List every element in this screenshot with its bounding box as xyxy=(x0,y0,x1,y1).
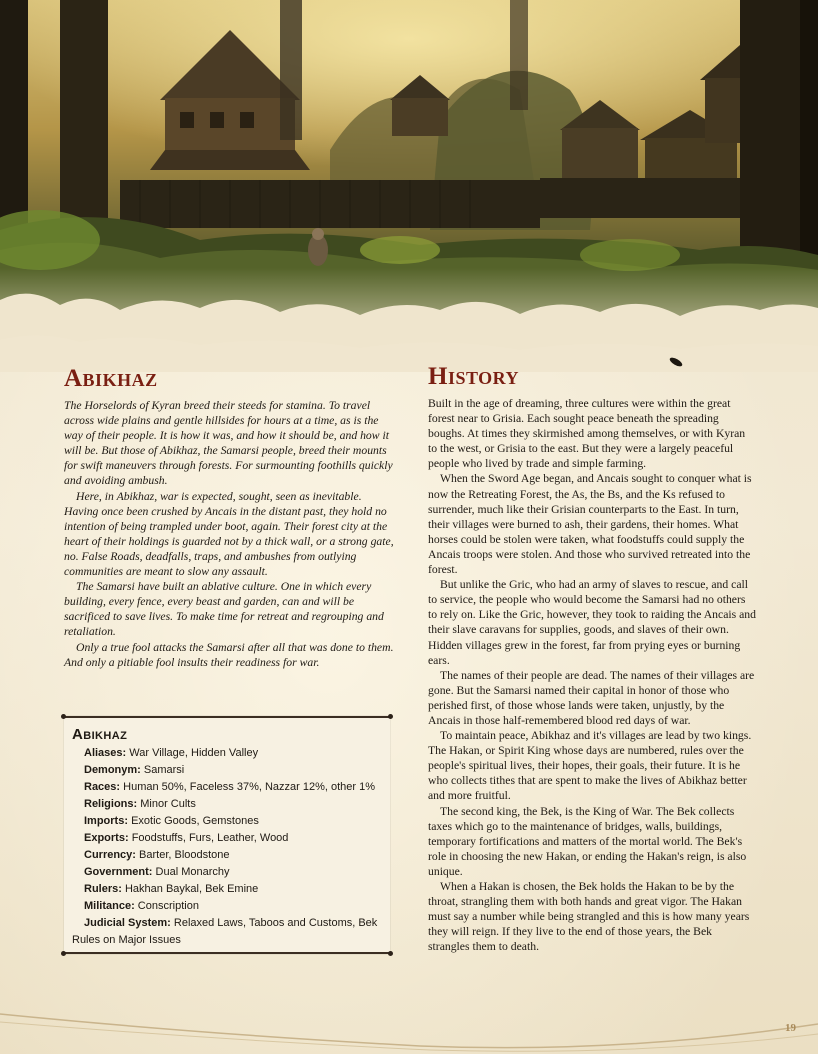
stat-row-religions: Religions: Minor Cults xyxy=(84,798,196,810)
history-paragraph: The second king, the Bek, is the King of War. The Bek collects taxes which go to the maintenance of bridges, walls, buildings, temporary fortifications and matters of the mortal world. The Bek's role in choosing the new Hakan, or ending the Hakan's reign, is also unique. xyxy=(428,804,747,878)
stat-row-currency: Currency: Barter, Bloodstone xyxy=(84,849,230,861)
corner-ornament xyxy=(388,951,393,956)
stat-row-aliases: Aliases: War Village, Hidden Valley xyxy=(84,747,259,759)
history-paragraph: When the Sword Age began, and Ancais sought to conquer what is now the Retreating Forest, the As, the Bs, and the Ks refused to surrender, much like their Grisian counterparts to the East. In turn, their villages were burned to ash, their gardens, their homes. What horses could be stolen were taken, what foodstuffs could supply the Ancais troops were stolen. And those who survived retreated into the forest. xyxy=(428,472,752,577)
sidebar-title: Abikhaz xyxy=(72,726,128,743)
corner-ornament xyxy=(61,714,66,719)
stat-row-races: Races: Human 50%, Faceless 37%, Nazzar 12%, other 1% xyxy=(84,781,376,793)
history-paragraph: The names of their people are dead. The names of their villages are gone. But the Samarsi named their capital in honor of those who perished first, of those whose lands were taken, unjustly, by the Ancais in those half-remembered blood red days of war. xyxy=(428,668,755,727)
left-paragraph: The Samarsi have built an ablative culture. One in which every building, every fence, every beast and garden, can and will be sacrificed to save lives. To make time for retreat and regrouping and retaliation. xyxy=(64,580,384,639)
corner-ornament xyxy=(61,951,66,956)
stat-row-judicial-system: Judicial System: Relaxed Laws, Taboos and Customs, Bek Rules on Major Issues xyxy=(72,917,378,946)
stat-row-militance: Militance: Conscription xyxy=(84,900,199,912)
corner-ornament xyxy=(388,714,393,719)
left-paragraph: Only a true fool attacks the Samarsi after all that was done to them. And only a pitiable fool insults their readiness for war. xyxy=(64,640,394,669)
history-paragraph: When a Hakan is chosen, the Bek holds the Hakan to be by the throat, strangling them with both hands and great vigor. The Hakan must say a number while being strangled and this is how many years they will reign. If they live to the end of those years, the Bek strangles them to death. xyxy=(428,880,750,954)
stat-row-imports: Imports: Exotic Goods, Gemstones xyxy=(84,815,259,827)
history-paragraph: Built in the age of dreaming, three cultures were within the great forest near to Grisia. Each sought peace beneath the spreading boughs. At times they skirmished among themselves, or with Kyran to the west, or Grisia to the east. But they were a largely peaceful people who lived by trade and simple farming. xyxy=(428,397,746,471)
stat-sidebar xyxy=(64,716,390,954)
footer-ornament xyxy=(0,1004,818,1054)
left-paragraph: Here, in Abikhaz, war is expected, sought, seen as inevitable. Having once been crushed by Ancais in the distant past, they hold no intention of being trampled under boot, again. Their forest city at the heart of their holdings is guarded not by a thick wall, or a strong gate, no. False Roads, deadfalls, traps, and ambushes from outlying communities are meant to slow any assault. xyxy=(64,489,394,579)
left-paragraph: The Horselords of Kyran breed their steeds for stamina. To travel across wide plains and gentle hillsides for hours at a time, as is the way of their people. It is how it was, and how it should be, and how it will be. But those of Abikhaz, the Samarsi people, breed their mounts for swift maneuvers through forests. For surmounting foothills quickly and avoiding ambush. xyxy=(64,399,393,488)
stat-row-government: Government: Dual Monarchy xyxy=(84,866,230,878)
page-number: 19 xyxy=(785,1022,796,1034)
header-illustration xyxy=(0,0,818,372)
section-heading-history: History xyxy=(428,363,520,390)
stat-row-rulers: Rulers: Hakhan Baykal, Bek Emine xyxy=(84,883,259,895)
left-column xyxy=(64,362,394,670)
right-column xyxy=(428,362,756,954)
stat-row-exports: Exports: Foodstuffs, Furs, Leather, Wood xyxy=(84,832,289,844)
section-heading-abikhaz: Abikhaz xyxy=(64,365,158,392)
history-paragraph: To maintain peace, Abikhaz and it's villages are lead by two kings. The Hakan, or Spirit King whose days are numbered, rules over the people's spiritual lives, their hopes, their goals, their future. It is he who collects tithes that are spent to make the lives of Abikhaz better and more fruitful. xyxy=(428,729,752,803)
stat-row-demonym: Demonym: Samarsi xyxy=(84,764,185,776)
history-paragraph: But unlike the Gric, who had an army of slaves to rescue, and call to service, the people who would become the Samarsi had no others to rely on. Like the Gric, however, they took to raiding the Ancais and their slave caravans for supplies, goods, and slaves of their own. Hidden villages grew in the forest, far from prying eyes or burning ears. xyxy=(428,578,756,667)
